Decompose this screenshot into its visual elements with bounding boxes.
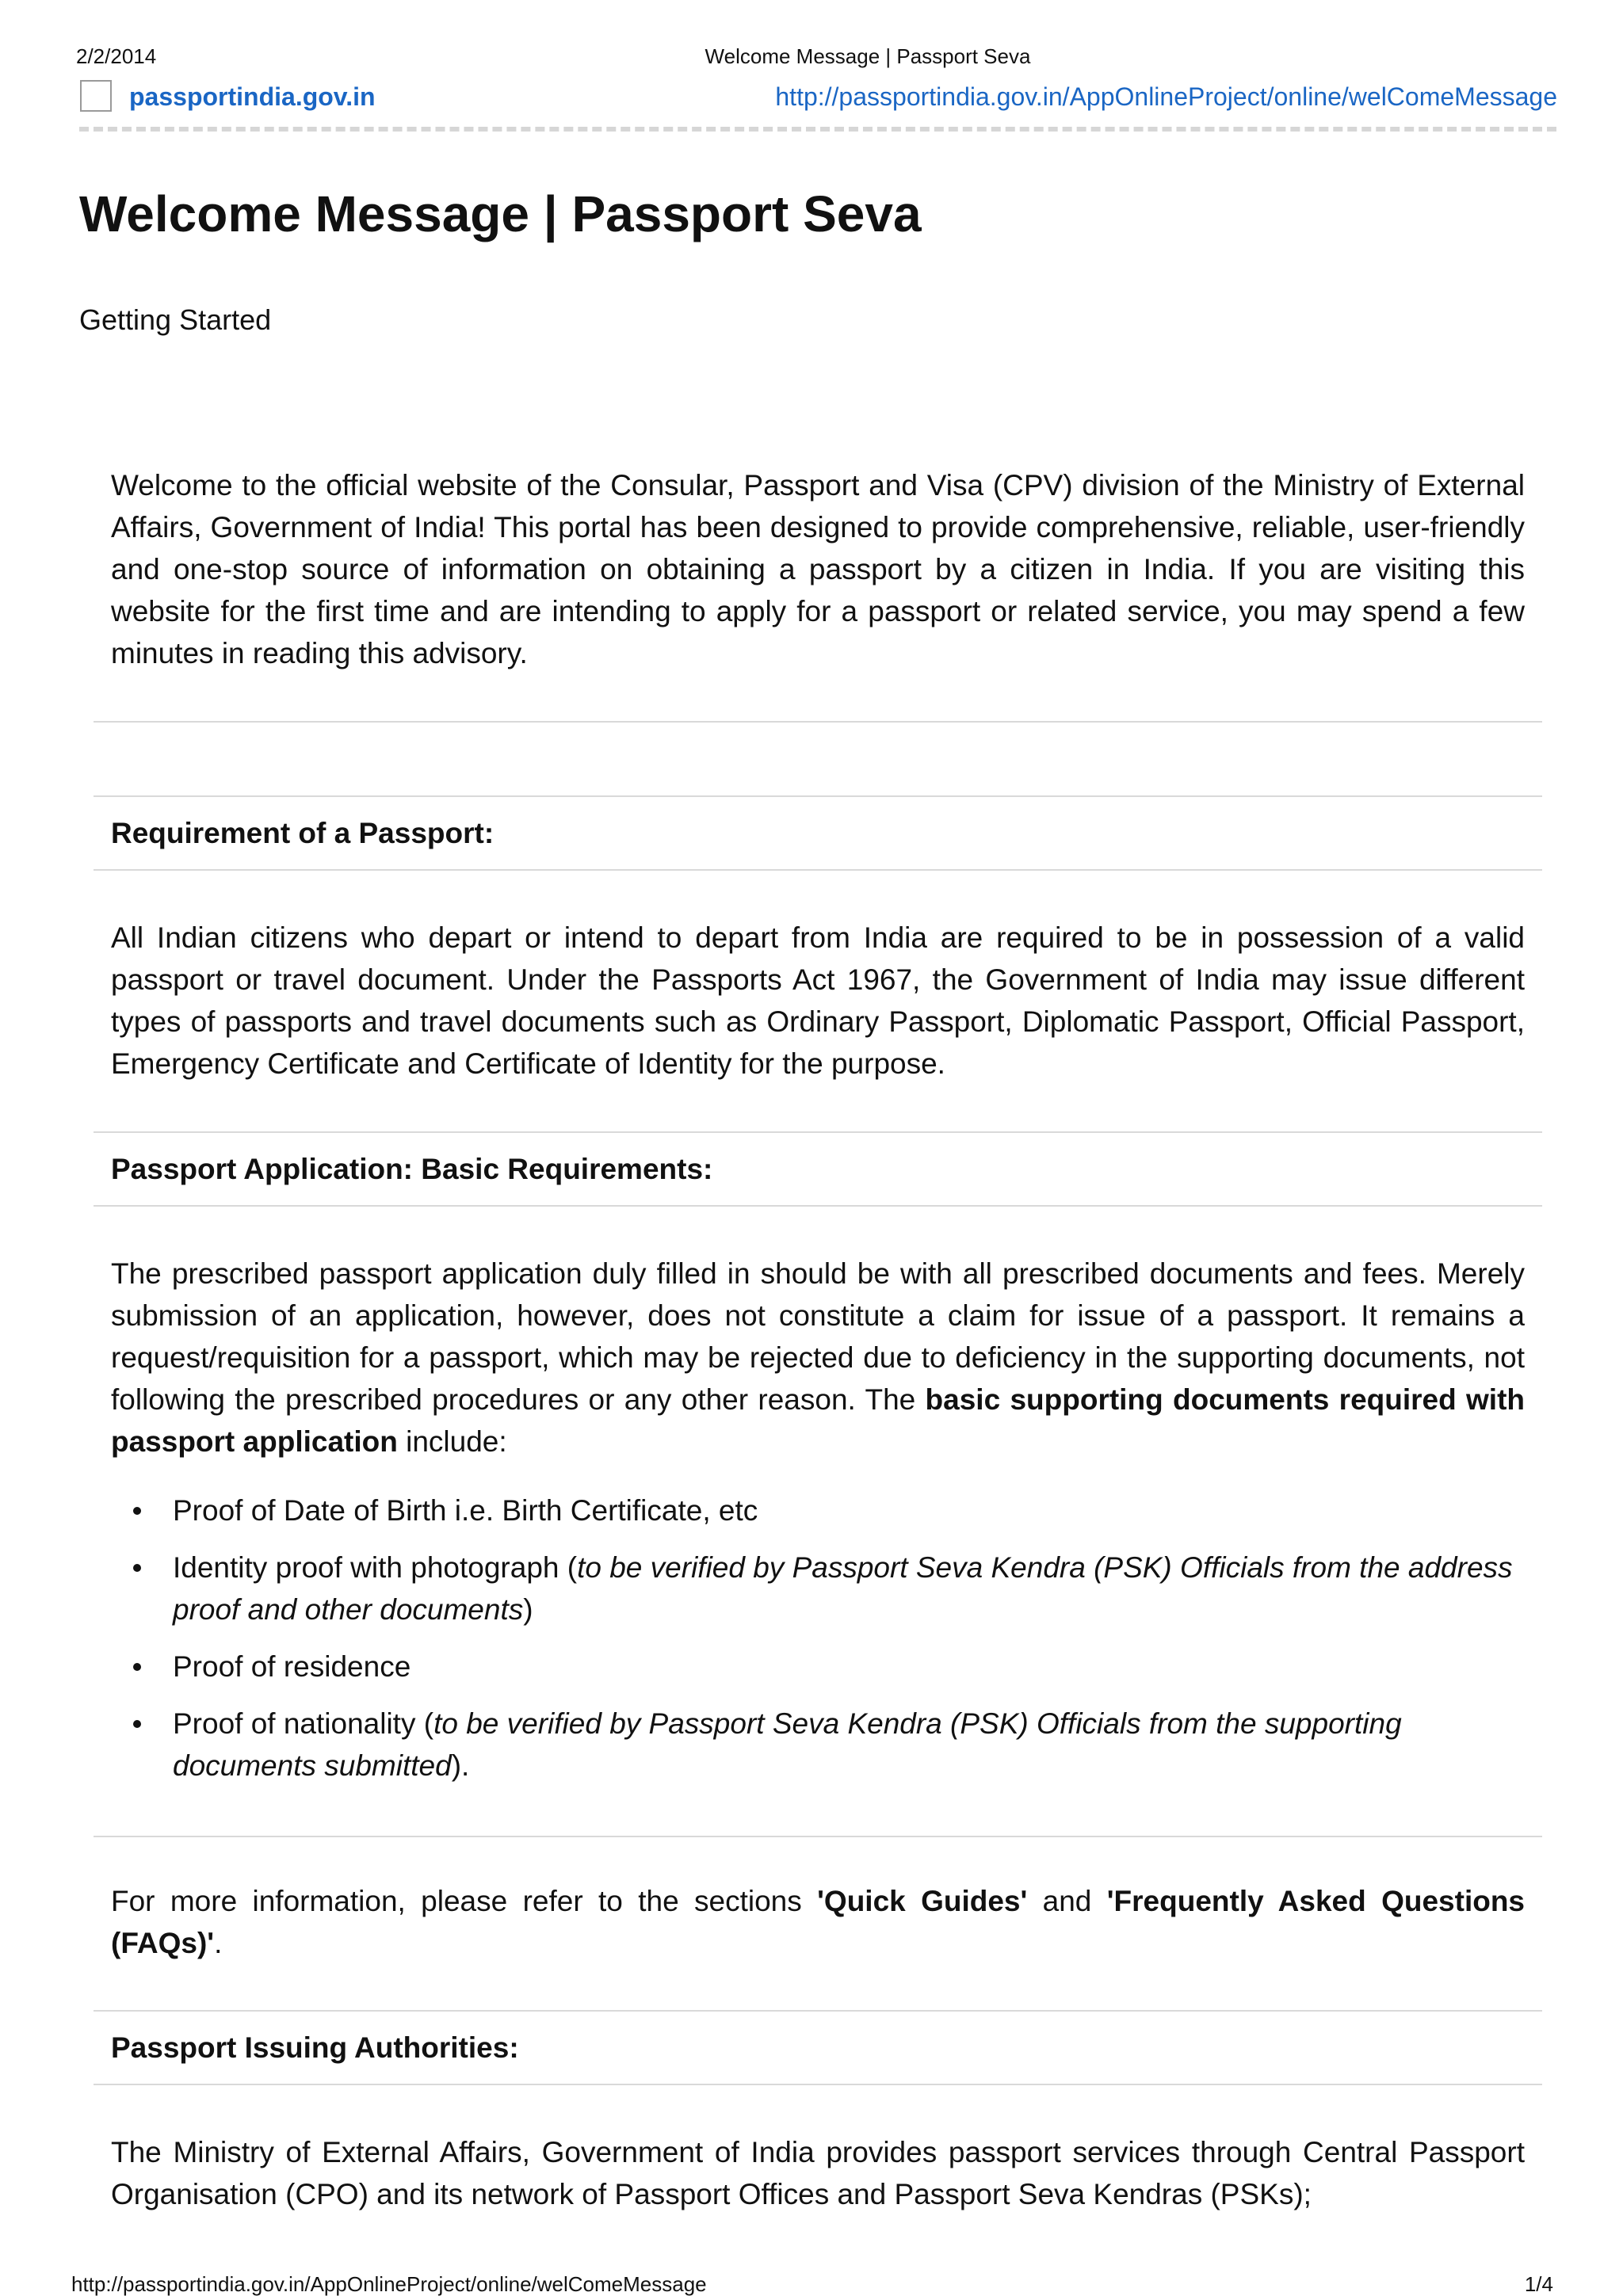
list-item <box>111 1703 1525 1787</box>
divider <box>94 869 1542 871</box>
section-title-authorities: Passport Issuing Authorities: <box>111 2031 519 2064</box>
basic-requirements-emphasis: basic supporting documents required with passport application <box>111 1383 1526 1458</box>
list-item-note: to be verified by Passport Seva Kendra (PSK) Officials from the address proof and other documents <box>173 1551 1513 1626</box>
quick-guides-link[interactable]: 'Quick Guides' <box>817 1885 1028 1917</box>
list-item-text: Identity proof with photograph ( <box>173 1551 578 1584</box>
section-title-requirement: Requirement of a Passport: <box>111 817 495 849</box>
intro-paragraph: Welcome to the official website of the Consular, Passport and Visa (CPV) division of the Ministry of External Affairs, Government of India! This portal has been designed to provide comprehensive, reliable, user-friendly and one-stop source of information on obtaining a passport by a citizen in India. If you are visiting this website for the first time and are intending to apply for a passport or related service, you may spend a few minutes in reading this advisory. <box>111 469 1525 669</box>
basic-requirements-text-end: include: <box>397 1425 507 1458</box>
divider <box>94 721 1542 723</box>
divider <box>94 1131 1542 1133</box>
site-domain-link[interactable]: passportindia.gov.in <box>129 82 376 111</box>
section-title-basic-requirements: Passport Application: Basic Requirements: <box>111 1153 713 1185</box>
divider <box>94 2010 1542 2012</box>
bullet-icon <box>133 1720 141 1728</box>
authorities-paragraph: The Ministry of External Affairs, Government of India provides passport services through Central Passport Organisation (CPO) and its network of Passport Offices and Passport Seva Kendras (PSKs); <box>111 2136 1525 2210</box>
bullet-icon <box>133 1507 141 1515</box>
divider <box>94 1205 1542 1207</box>
more-info-text: For more information, please refer to the sections <box>111 1885 818 1917</box>
more-info-and: and <box>1027 1885 1107 1917</box>
list-item-text: Proof of nationality ( <box>173 1707 434 1740</box>
divider <box>94 1836 1542 1837</box>
faqs-link[interactable]: 'Frequently Asked Questions (FAQs)' <box>111 1885 1525 1959</box>
header-separator <box>79 127 1556 132</box>
documents-list <box>111 1489 1525 1802</box>
list-item-end: ) <box>523 1593 533 1626</box>
favicon-placeholder-icon <box>80 80 112 112</box>
list-item <box>111 1547 1525 1630</box>
list-item-text: Proof of residence <box>173 1650 411 1683</box>
list-item-end: ). <box>451 1749 470 1782</box>
requirement-paragraph: All Indian citizens who depart or intend to depart from India are required to be in possession of a valid passport or travel document. Under the Passports Act 1967, the Government of India may issue different types of passports and travel documents such as Ordinary Passport, Diplomatic Passport, Official Passport, Emergency Certificate and Certificate of Identity for the purpose. <box>111 921 1525 1080</box>
divider <box>94 795 1542 797</box>
print-title: Welcome Message | Passport Seva <box>705 44 1031 68</box>
print-date: 2/2/2014 <box>76 44 157 68</box>
list-item <box>111 1646 1525 1688</box>
basic-requirements-text: The prescribed passport application duly filled in should be with all prescribed documents and fees. Merely submission of an application, however, does not constitute a claim for issue of a passport. It remains a request/requisition for a passport, which may be rejected due to deficiency in the supporting documents, not following the prescribed procedures or any other reason. The <box>111 1257 1525 1416</box>
list-item-note: to be verified by Passport Seva Kendra (PSK) Officials from the supporting documents submitted <box>173 1707 1402 1782</box>
bullet-icon <box>133 1663 141 1671</box>
bullet-icon <box>133 1564 141 1572</box>
more-info-end: . <box>214 1927 223 1959</box>
list-item <box>111 1489 1525 1531</box>
page-title: Welcome Message | Passport Seva <box>79 185 922 242</box>
page-subtitle: Getting Started <box>79 303 272 336</box>
list-item-text: Proof of Date of Birth i.e. Birth Certificate, etc <box>173 1494 758 1527</box>
divider <box>94 2084 1542 2085</box>
print-footer-url: http://passportindia.gov.in/AppOnlineProject/online/welComeMessage <box>71 2272 707 2296</box>
site-url-link[interactable]: http://passportindia.gov.in/AppOnlineProject/online/welComeMessage <box>775 82 1557 111</box>
more-info-paragraph <box>111 1880 1525 1964</box>
basic-requirements-paragraph <box>111 1253 1525 1463</box>
print-footer-page-number: 1/4 <box>1524 2272 1553 2296</box>
